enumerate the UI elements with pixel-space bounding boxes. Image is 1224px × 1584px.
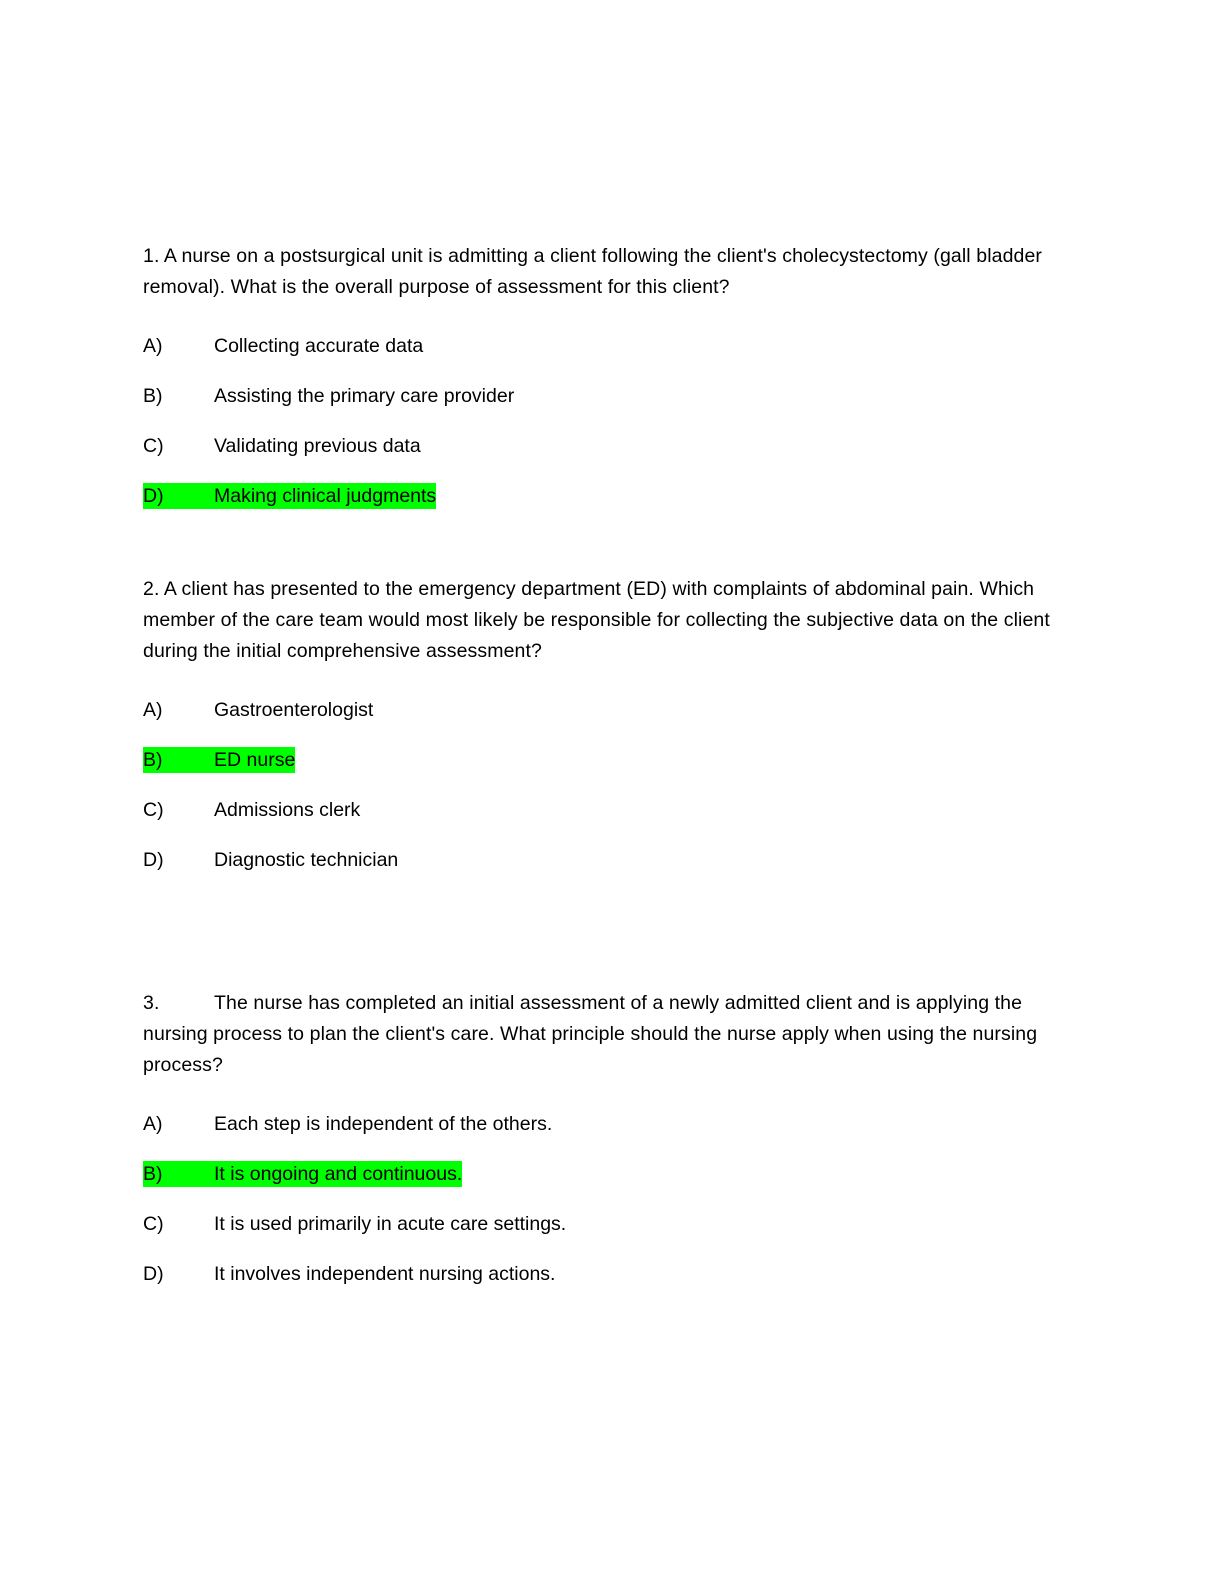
question-2-options [143,685,1083,885]
question-3-number: 3. [143,992,160,1014]
option-letter: D) [143,483,214,509]
option-letter: B) [143,385,163,407]
option-3b-highlighted-answer [143,1149,1083,1199]
option-1b [143,371,1083,421]
question-1-stem: A nurse on a postsurgical unit is admitting a client following the client's cholecystectomy (gall bladder removal). What is the overall purpose of assessment for this client? [143,245,1043,298]
option-1d-highlighted-answer [143,471,1083,521]
option-2a [143,685,1083,735]
option-letter: B) [143,1161,214,1187]
option-letter: A) [143,699,163,721]
option-letter: B) [143,747,214,773]
question-1-text [143,241,1083,303]
question-2-text [143,574,1083,667]
question-3-stem: The nurse has completed an initial assessment of a newly admitted client and is applying the nursing process to plan the client's care. What principle should the nurse apply when using the nursing process? [143,992,1038,1076]
option-3c [143,1199,1083,1249]
option-2d [143,835,1083,885]
option-letter: A) [143,1113,163,1135]
option-letter: C) [143,1213,164,1235]
option-text: It involves independent nursing actions. [214,1263,556,1285]
option-text: Making clinical judgments [214,485,437,507]
option-text: Each step is independent of the others. [214,1113,553,1135]
option-text: It is ongoing and continuous. [214,1163,463,1185]
option-text: Assisting the primary care provider [214,385,515,407]
option-text: ED nurse [214,749,296,771]
option-letter: C) [143,799,164,821]
option-text: Diagnostic technician [214,849,399,871]
option-1c [143,421,1083,471]
question-3-options [143,1099,1083,1299]
option-3a [143,1099,1083,1149]
option-2c [143,785,1083,835]
option-text: It is used primarily in acute care settings. [214,1213,567,1235]
option-text: Validating previous data [214,435,421,457]
question-3 [143,988,1083,1299]
question-1-number: 1. [143,245,160,267]
option-text: Gastroenterologist [214,699,374,721]
option-2b-highlighted-answer [143,735,1083,785]
question-2-stem: A client has presented to the emergency department (ED) with complaints of abdominal pain. Which member of the care team would most likely be responsible for collecting the subjective data on the client during the initial comprehensive assessment? [143,578,1050,662]
option-letter: A) [143,335,163,357]
question-1 [143,241,1083,521]
option-1a [143,321,1083,371]
option-text: Collecting accurate data [214,335,424,357]
option-letter: D) [143,849,164,871]
option-letter: C) [143,435,164,457]
question-3-text [143,988,1083,1081]
option-text: Admissions clerk [214,799,361,821]
option-3d [143,1249,1083,1299]
question-1-options [143,321,1083,521]
question-2 [143,574,1083,885]
option-letter: D) [143,1263,164,1285]
question-2-number: 2. [143,578,160,600]
